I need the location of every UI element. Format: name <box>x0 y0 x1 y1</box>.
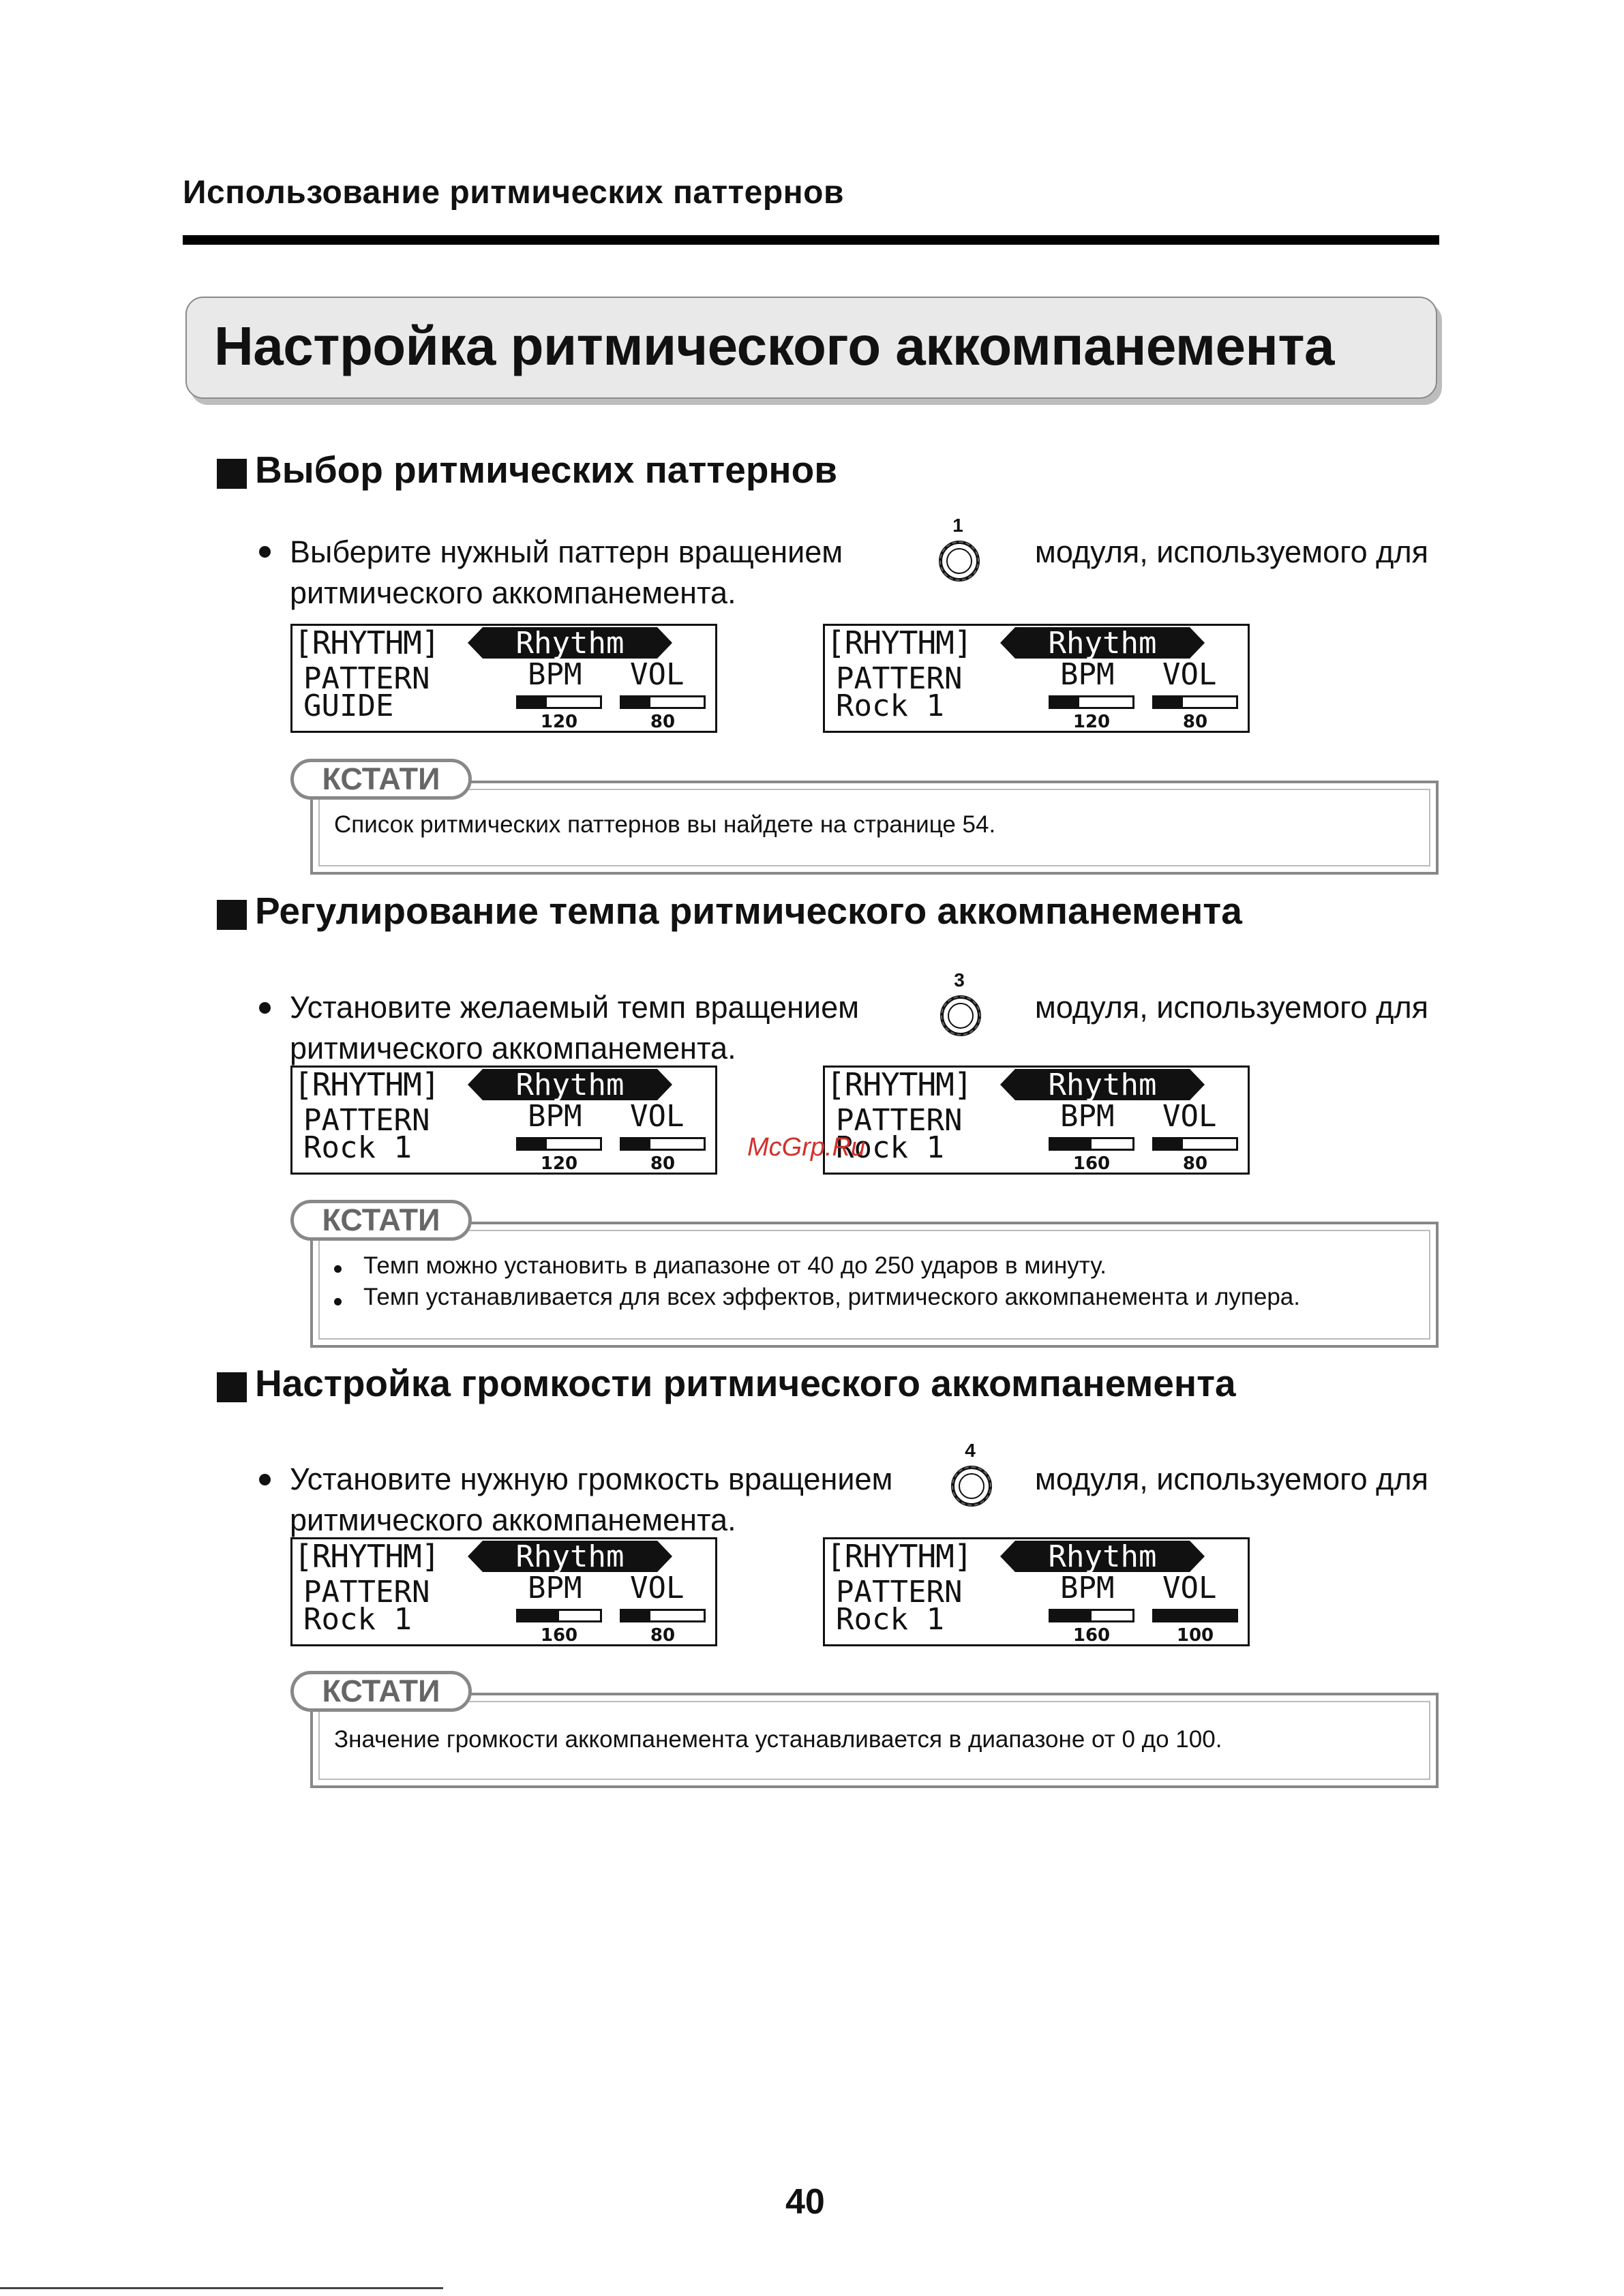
instruction-text: Установите нужную громкость вращением <box>290 1462 893 1496</box>
lcd-pattern-label: PATTERN <box>836 661 963 696</box>
lcd-bpm-bar <box>1049 1609 1134 1622</box>
lcd-bpm-label: BPM <box>1060 1571 1115 1605</box>
lcd-vol-bar <box>620 695 706 709</box>
instruction-line-2: ритмического аккомпанемента. <box>290 575 736 610</box>
instruction-text-right: модуля, используемого для <box>1034 1462 1428 1496</box>
note-label: КСТАТИ <box>290 1671 472 1712</box>
lcd-tag: Rhythm <box>1048 1068 1157 1102</box>
running-header: Использование ритмических паттернов <box>183 175 844 211</box>
lcd-tag: Rhythm <box>1048 626 1157 661</box>
lcd-vol-label: VOL <box>1162 1571 1217 1605</box>
lcd-vol-bar <box>1152 695 1238 709</box>
lcd-vol-bar <box>1152 1137 1238 1151</box>
lcd-vol-value: 80 <box>650 712 676 732</box>
lcd-vol-value: 80 <box>1182 712 1208 732</box>
knob-1-icon <box>935 515 980 583</box>
lcd-pattern-label: PATTERN <box>303 661 430 696</box>
instruction-line <box>290 987 1428 1028</box>
page-number: 40 <box>785 2182 825 2222</box>
note-text: Список ритмических паттернов вы найдете на странице 54. <box>334 811 996 838</box>
instruction-text: Выберите нужный паттерн вращением <box>290 534 843 569</box>
instruction-line-2: ритмического аккомпанемента. <box>290 1502 736 1537</box>
lcd-bpm-bar <box>516 1609 602 1622</box>
lcd-bpm-bar <box>516 695 602 709</box>
lcd-tag: Rhythm <box>515 1539 625 1574</box>
note-label: КСТАТИ <box>290 759 472 800</box>
lcd-pattern-label: PATTERN <box>303 1575 430 1610</box>
lcd-pattern-label: PATTERN <box>303 1103 430 1138</box>
lcd-vol-label: VOL <box>1162 657 1217 692</box>
lcd-mode: [RHYTHM] <box>294 1538 440 1575</box>
lcd-screen <box>290 624 717 733</box>
lcd-mode: [RHYTHM] <box>294 624 440 661</box>
lcd-bpm-value: 120 <box>540 712 578 732</box>
instruction-line <box>290 1459 1428 1500</box>
lcd-mode: [RHYTHM] <box>826 1066 972 1103</box>
lcd-screen <box>823 1537 1250 1646</box>
section-title: Регулирование темпа ритмического аккомпанемента <box>255 890 1242 932</box>
lcd-vol-value: 80 <box>650 1153 676 1174</box>
lcd-pattern-value: Rock 1 <box>836 1130 944 1165</box>
lcd-pattern-label: PATTERN <box>836 1103 963 1138</box>
lcd-bpm-label: BPM <box>1060 657 1115 692</box>
instruction-text: Установите желаемый темп вращением <box>290 990 860 1025</box>
lcd-screen <box>823 624 1250 733</box>
knob-4-icon <box>948 1440 993 1508</box>
lcd-bpm-value: 160 <box>1072 1625 1111 1646</box>
footer-rule <box>0 2287 443 2289</box>
knob-number: 3 <box>954 969 965 991</box>
lcd-vol-bar <box>620 1137 706 1151</box>
lcd-vol-bar <box>620 1609 706 1622</box>
lcd-pattern-value: GUIDE <box>303 689 394 723</box>
lcd-pattern-value: Rock 1 <box>836 689 944 723</box>
bullet-icon <box>259 1002 271 1014</box>
instruction-text-right: модуля, используемого для <box>1034 990 1428 1025</box>
lcd-bpm-value: 120 <box>1072 712 1111 732</box>
lcd-bpm-label: BPM <box>528 657 582 692</box>
note-text: Темп можно установить в диапазоне от 40 до 250 ударов в минуту. <box>363 1252 1107 1279</box>
section-title: Настройка громкости ритмического аккомпанемента <box>255 1362 1236 1404</box>
header-rule <box>183 235 1439 245</box>
lcd-vol-value: 80 <box>1182 1153 1208 1174</box>
lcd-bpm-value: 160 <box>540 1625 578 1646</box>
lcd-vol-label: VOL <box>630 657 685 692</box>
bullet-icon <box>334 1298 342 1305</box>
instruction-line-2: ритмического аккомпанемента. <box>290 1031 736 1066</box>
lcd-mode: [RHYTHM] <box>826 1538 972 1575</box>
lcd-bpm-value: 160 <box>1072 1153 1111 1174</box>
lcd-screen <box>290 1066 717 1175</box>
lcd-bpm-bar <box>516 1137 602 1151</box>
note-text: Темп устанавливается для всех эффектов, ритмического аккомпанемента и лупера. <box>363 1284 1300 1310</box>
lcd-pattern-value: Rock 1 <box>303 1602 412 1637</box>
section-square-icon <box>217 459 247 489</box>
watermark: McGrp.Ru <box>747 1133 866 1162</box>
bullet-icon <box>259 546 271 558</box>
lcd-vol-label: VOL <box>1162 1099 1217 1134</box>
lcd-vol-label: VOL <box>630 1099 685 1134</box>
lcd-vol-bar <box>1152 1609 1238 1622</box>
lcd-tag: Rhythm <box>1048 1539 1157 1574</box>
lcd-screen <box>290 1537 717 1646</box>
lcd-vol-value: 100 <box>1176 1625 1214 1646</box>
instruction-line <box>290 532 1428 573</box>
knob-number: 1 <box>952 515 963 536</box>
lcd-vol-label: VOL <box>630 1571 685 1605</box>
knob-number: 4 <box>965 1440 976 1461</box>
bullet-icon <box>334 1265 342 1273</box>
lcd-bpm-bar <box>1049 695 1134 709</box>
instruction-text-right: модуля, используемого для <box>1034 534 1428 569</box>
lcd-pattern-label: PATTERN <box>836 1575 963 1610</box>
note-text: Значение громкости аккомпанемента устанавливается в диапазоне от 0 до 100. <box>334 1726 1222 1753</box>
knob-3-icon <box>937 969 982 1038</box>
lcd-bpm-label: BPM <box>528 1099 582 1134</box>
lcd-mode: [RHYTHM] <box>826 624 972 661</box>
bullet-icon <box>259 1474 271 1485</box>
lcd-screen <box>823 1066 1250 1175</box>
lcd-bpm-label: BPM <box>1060 1099 1115 1134</box>
lcd-vol-value: 80 <box>650 1625 676 1646</box>
lcd-bpm-label: BPM <box>528 1571 582 1605</box>
page-title: Настройка ритмического аккомпанемента <box>214 316 1335 376</box>
lcd-bpm-value: 120 <box>540 1153 578 1174</box>
lcd-mode: [RHYTHM] <box>294 1066 440 1103</box>
lcd-pattern-value: Rock 1 <box>836 1602 944 1637</box>
note-label: КСТАТИ <box>290 1200 472 1241</box>
lcd-bpm-bar <box>1049 1137 1134 1151</box>
lcd-tag: Rhythm <box>515 626 625 661</box>
section-square-icon <box>217 900 247 930</box>
section-title: Выбор ритмических паттернов <box>255 449 838 491</box>
section-square-icon <box>217 1372 247 1402</box>
lcd-pattern-value: Rock 1 <box>303 1130 412 1165</box>
lcd-tag: Rhythm <box>515 1068 625 1102</box>
